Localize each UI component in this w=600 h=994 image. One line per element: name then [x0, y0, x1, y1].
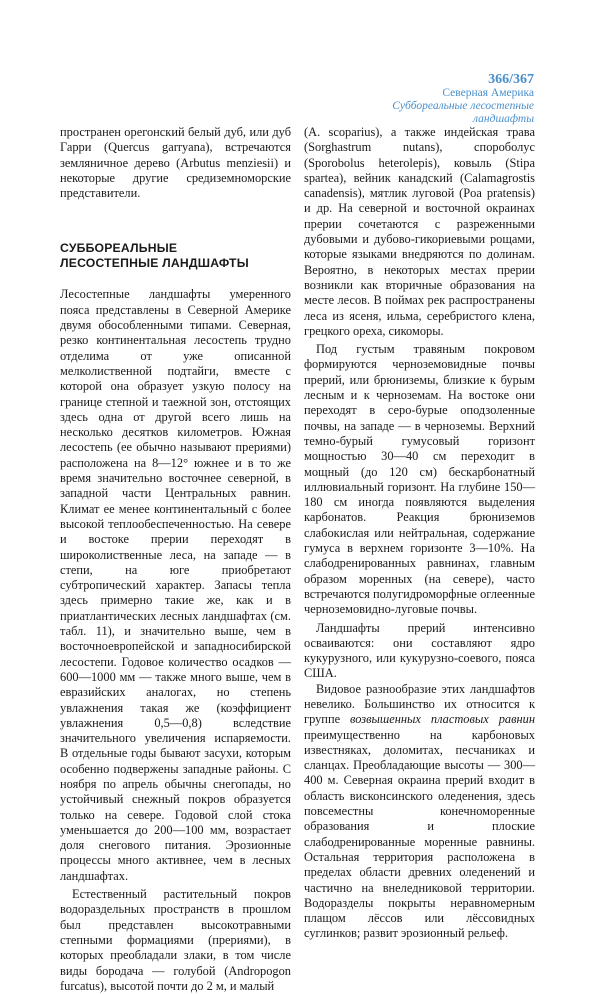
section-heading-line-2: ЛЕСОСТЕПНЫЕ ЛАНДШАФТЫ [60, 256, 249, 271]
section-title: Северная Америка [442, 87, 534, 99]
page-numbers: 366/367 [488, 72, 534, 87]
diversity-text-start: Видовое разнообразие этих ландшафтов невелико. Большинство их относится к группе [304, 681, 535, 727]
body-paragraph-1: Лесостепные ландшафты умеренного пояса представлены в Северной Америке двумя обособленными типами. Северная, резко континентальная лесостепь трудно отделима от уже описанной мелколиственной подтайги, вместе с которой она образует узкую полосу на границе степной и таежной зон, отстоящих здесь одна от другой всего лишь на несколько десятков километров. Южная лесостепь (ее обычно называют прериями) расположена на 8—12° южнее и в то же время значительно восточнее северной, в западной части Центральных равнин. Климат ее менее континентальный с более высокой теплообеспеченностью. На севере и востоке прерии переходят в широколиственные леса, на западе — в степи, на юге приобретают субтропический характер. Запасы тепла здесь примерно такие же, как и в приатлантических лесных ландшафтах (см. табл. 11), и значительно выше, чем в восточноевропейской и западносибирской лесостепи. Годовое количество осадков — 600—1000 мм — также много выше, чем в евразийских аналогах, но степень увлажнения такая же (коэффициент увлажнения 0,5—0,8) вследствие значительного увеличения испаряемости. В отдельные годы бывают засухи, которым особенно подвержены западные районы. С ноября по апрель обычны снегопады, но устойчивый снежный покров образуется только на севере. Годовой слой стока уменьшается до 200—100 мм, возрастает доля снегового питания. Эрозионные процессы много активнее, чем в лесных ландшафтах. [60, 287, 291, 883]
land-use-paragraph: Ландшафты прерий интенсивно осваиваются: они составляют ядро кукурузного, или кукурузно-соевого, пояса США. [304, 620, 535, 681]
subsection-title-line-2: ландшафты [473, 113, 534, 125]
left-column [60, 125, 291, 994]
diversity-paragraph [304, 682, 535, 942]
soils-paragraph: Под густым травяным покровом формируются черноземовидные почвы прерий, или брюниземы, близкие к бурым лесным и к черноземам. На востоке они переходят в серо-бурые оподзоленные почвы, на западе — в черноземы. Верхний темно-бурый гумусовый горизонт мощностью 30—40 см переходит в мощный (до 120 см) бескарбонатный иллювиальный горизонт. На глубине 150—180 см иногда появляются выделения карбонатов. Реакция брюниземов слабокислая или нейтральная, содержание гумуса в верхнем горизонте 3—10%. На слабодренированных равнинах, главным образом моренных (на севере), часто встречаются полугидроморфные оглеенные черноземовидно-луговые почвы. [304, 342, 535, 617]
subsection-title-line-1: Суббореальные лесостепные [392, 100, 534, 112]
running-head [392, 72, 534, 126]
diversity-text-end: преимущественно на карбоновых известняках, доломитах, песчаниках и сланцах. Преобладающие высоты — 300—400 м. Северная окраина прерий входит в область висконсинского оледенения, здесь повсеместны конечноморенные образования и плоские слабодренированные моренные равнины. Остальная территория расположена в пределах области древних оледенений и частично на внеледниковой территории. Водоразделы покрыты неравномерным плащом лёссов или лёссовидных суглинков; развит эрозионный рельеф. [304, 727, 535, 941]
section-heading-line-1: СУББОРЕАЛЬНЫЕ [60, 241, 178, 256]
body-paragraph-2: Естественный растительный покров водораздельных пространств в прошлом был представлен высокотравными степными формациями (прериями), в которых преобладали злаки, в том числе виды бородача — голубой (Andropogon furcatus), высотой почти до 2 м, и малый [60, 887, 291, 993]
section-heading [60, 241, 291, 271]
right-column [304, 125, 535, 942]
diversity-term-italic: возвышенных пластовых равнин [350, 712, 535, 727]
continuation-paragraph: (A. scoparius), а также индейская трава (Sorghastrum nutans), спороболус (Sporobolus heterolepis), ковыль (Stipa spartea), вейник канадский (Calamagrostis canadensis), мятлик луговой (Poa pratensis) и др. На северной и восточной окраинах прерии сочетаются с разреженными дубовыми и дубово-гикориевыми рощами, которые языками внедряются по долинам. Вероятно, в некоторых местах прерии возникли как вторичные образования на месте лесов. В поймах рек распространены леса из ясеня, ильма, серебристого клена, грецкого ореха, сикоморы. [304, 125, 535, 338]
intro-paragraph: пространен орегонский белый дуб, или дуб Гарри (Quercus garryana), встречаются земляничное дерево (Arbutus menziesii) и некоторые другие средиземноморские представители. [60, 125, 291, 201]
